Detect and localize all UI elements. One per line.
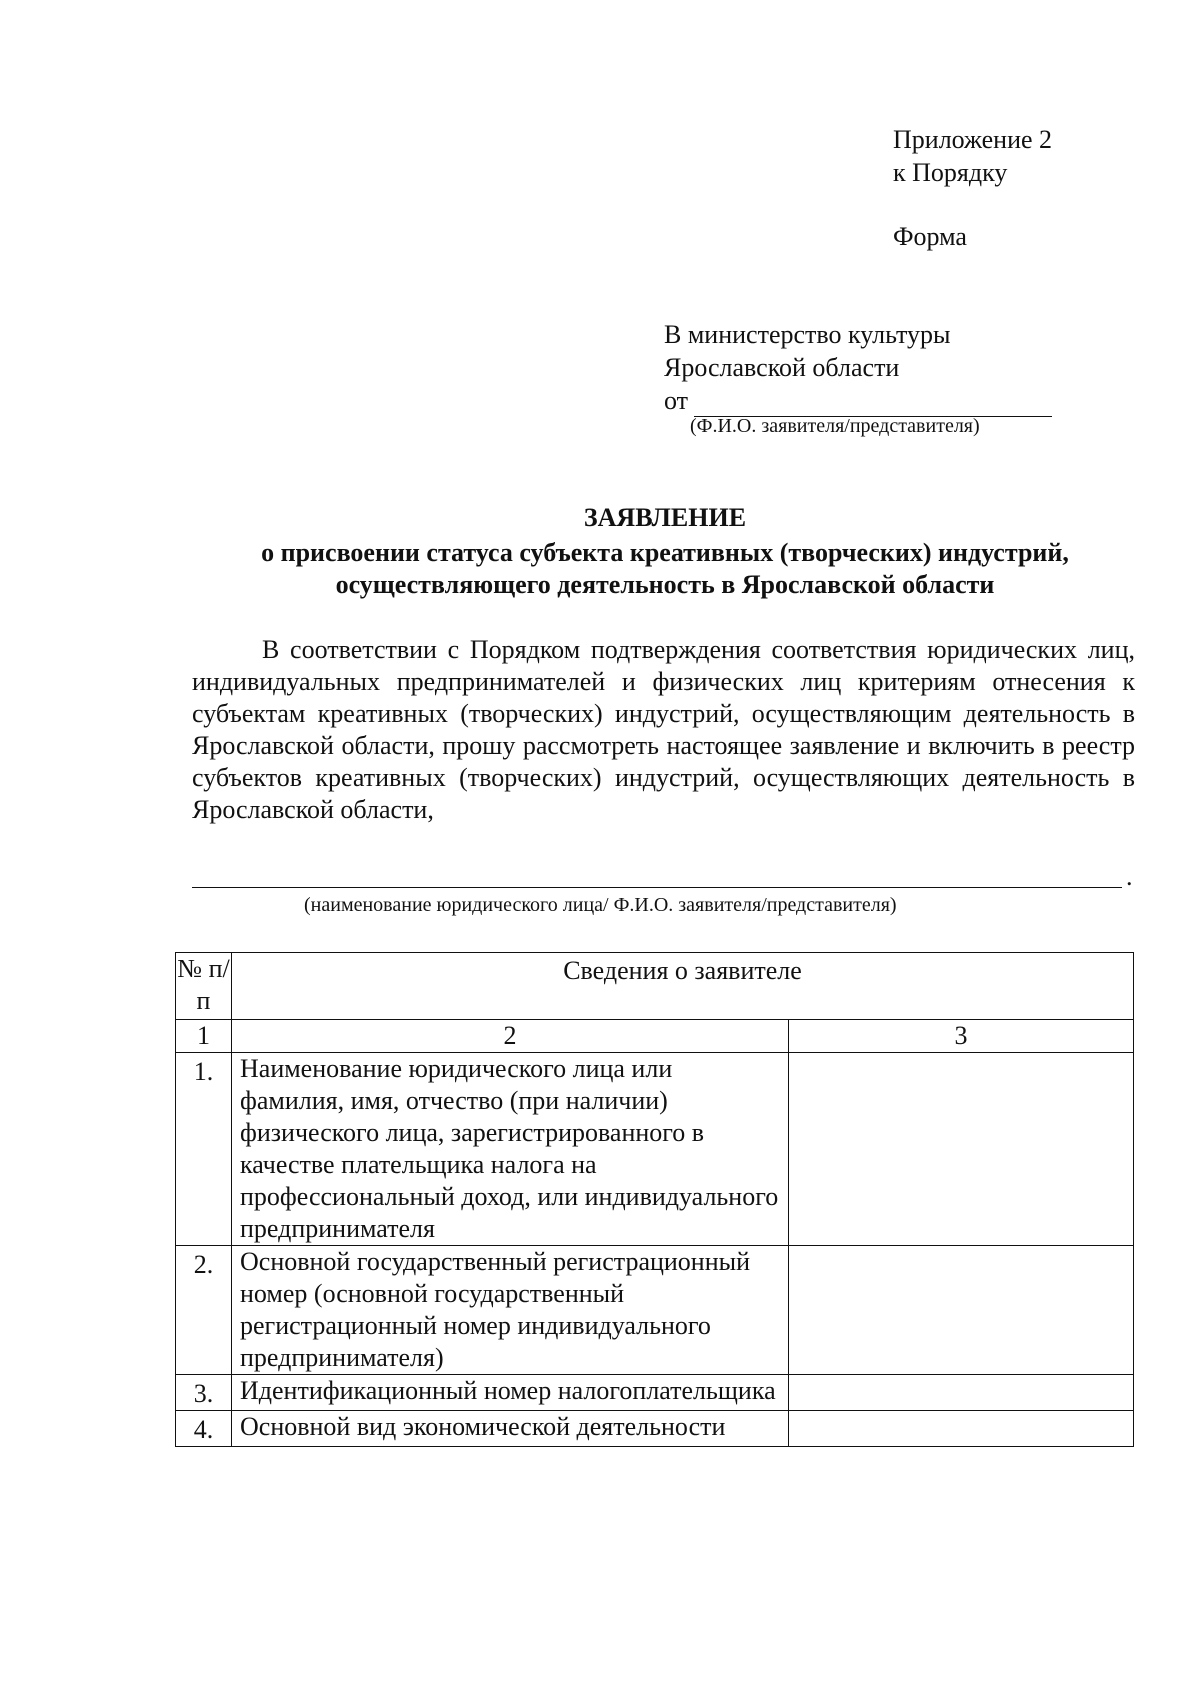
form-label: Форма [893, 222, 967, 251]
index-cell-1: 1 [176, 1020, 232, 1053]
from-caption: (Ф.И.О. заявителя/представителя) [690, 415, 980, 437]
row-number: 2. [176, 1246, 232, 1375]
from-fill-line[interactable] [694, 390, 1052, 417]
applicant-name-caption: (наименование юридического лица/ Ф.И.О. заявителя/представителя) [304, 894, 897, 916]
header-title-cell: Сведения о заявителе [232, 953, 1134, 1020]
row-number: 4. [176, 1411, 232, 1447]
row-label: Основной вид экономической деятельности [232, 1411, 789, 1447]
table-row [176, 1246, 1134, 1375]
body-paragraph: В соответствии с Порядком подтверждения соответствия юридических лиц, индивидуальных предпринимателей и физических лиц критериям отнесения к субъектам креативных (творческих) индустрий, осуществляющим деятельность в Ярославской области, прошу рассмотреть настоящее заявление и включить в реестр субъектов креативных (творческих) индустрий, осуществляющих деятельность в Ярославской области, [192, 635, 1135, 824]
row-value[interactable] [789, 1246, 1134, 1375]
index-cell-3: 3 [789, 1020, 1134, 1053]
row-number: 3. [176, 1375, 232, 1411]
row-value[interactable] [789, 1375, 1134, 1411]
appendix-label: Приложение 2 [893, 125, 1053, 154]
to-order-label: к Порядку [893, 158, 1008, 187]
row-label: Наименование юридического лица или фамилия, имя, отчество (при наличии) физического лица, зарегистрированного в качестве плательщика налога на профессиональный доход, или индивидуального предпринимателя [232, 1053, 789, 1246]
index-cell-2: 2 [232, 1020, 789, 1053]
subtitle-line-2: осуществляющего деятельность в Ярославской области [335, 570, 995, 599]
row-value[interactable] [789, 1053, 1134, 1246]
table-row [176, 1053, 1134, 1246]
header-num-cell: № п/п [176, 953, 232, 1020]
row-number: 1. [176, 1053, 232, 1246]
end-period: . [1126, 862, 1133, 891]
table-header-row [176, 953, 1134, 1020]
table-row [176, 1411, 1134, 1447]
addressee-line-2: Ярославской области [664, 353, 900, 382]
from-label: от [664, 386, 689, 415]
addressee-block [664, 318, 1052, 417]
addressee-line-1: В министерство культуры [664, 320, 951, 349]
document-title: ЗАЯВЛЕНИЕ [583, 503, 747, 532]
applicant-name-line[interactable] [192, 887, 1122, 888]
row-value[interactable] [789, 1411, 1134, 1447]
subtitle-line-1: о присвоении статуса субъекта креативных (творческих) индустрий, [261, 538, 1069, 567]
row-label: Идентификационный номер налогоплательщика [232, 1375, 789, 1411]
applicant-info-table [175, 952, 1134, 1447]
appendix-header [893, 123, 1052, 189]
table-index-row [176, 1020, 1134, 1053]
from-row [664, 384, 1052, 417]
table-row [176, 1375, 1134, 1411]
document-subtitle [0, 537, 1200, 601]
row-label: Основной государственный регистрационный номер (основной государственный регистрационный номер индивидуального предпринимателя) [232, 1246, 789, 1375]
